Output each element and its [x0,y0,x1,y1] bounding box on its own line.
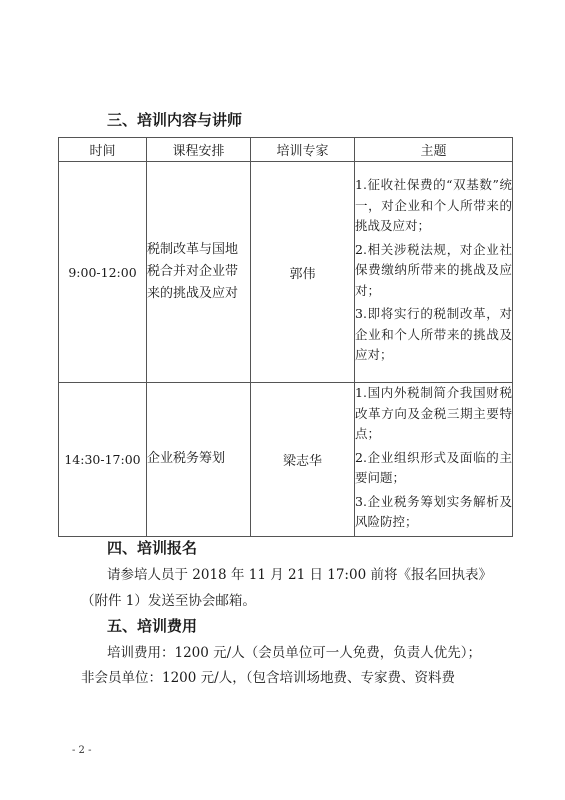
header-course: 课程安排 [147,138,251,162]
header-topic: 主题 [355,138,513,162]
section-3-heading: 三、培训内容与讲师 [107,111,243,129]
table-header-row [59,138,513,162]
fee-text-line-2: 非会员单位：1200 元/人，（包含培训场地费、专家费、资料费 [81,670,455,686]
registration-text-line-2: （附件 1）发送至协会邮箱。 [81,593,256,609]
section-4-heading: 四、培训报名 [107,539,198,557]
topic-item: 2.相关涉税法规，对企业社保费缴纳所带来的挑战及应对； [355,241,512,298]
topic-item: 3.企业税务筹划实务解析及风险防控； [355,493,512,529]
registration-text-line-1: 请参培人员于 2018 年 11 月 21 日 17:00 前将《报名回执表》 [107,567,492,583]
header-expert: 培训专家 [251,138,355,162]
cell-expert: 梁志华 [251,383,355,537]
page-number: - 2 - [72,745,92,756]
cell-course: 企业税务筹划 [147,383,251,537]
cell-topics [355,383,513,537]
section-5-heading: 五、培训费用 [107,617,198,635]
table-row [59,383,513,537]
topic-item: 1.国内外税制简介我国财税改革方向及金税三期主要特点； [355,385,512,441]
fee-text-line-1: 培训费用：1200 元/人（会员单位可一人免费，负责人优先）； [107,645,481,661]
cell-expert: 郭伟 [251,162,355,383]
header-time: 时间 [59,138,147,162]
topic-item: 3.即将实行的税制改革，对企业和个人所带来的挑战及应对； [355,306,512,363]
cell-topics [355,162,513,383]
topic-item: 1.征收社保费的“双基数”统一，对企业和个人所带来的挑战及应对； [355,177,512,234]
training-schedule-table [58,137,513,537]
table-row [59,162,513,383]
cell-time: 9:00-12:00 [59,162,147,383]
cell-course: 税制改革与国地税合并对企业带来的挑战及应对 [147,162,251,383]
topic-item: 2.企业组织形式及面临的主要问题； [355,449,512,485]
cell-time: 14:30-17:00 [59,383,147,537]
